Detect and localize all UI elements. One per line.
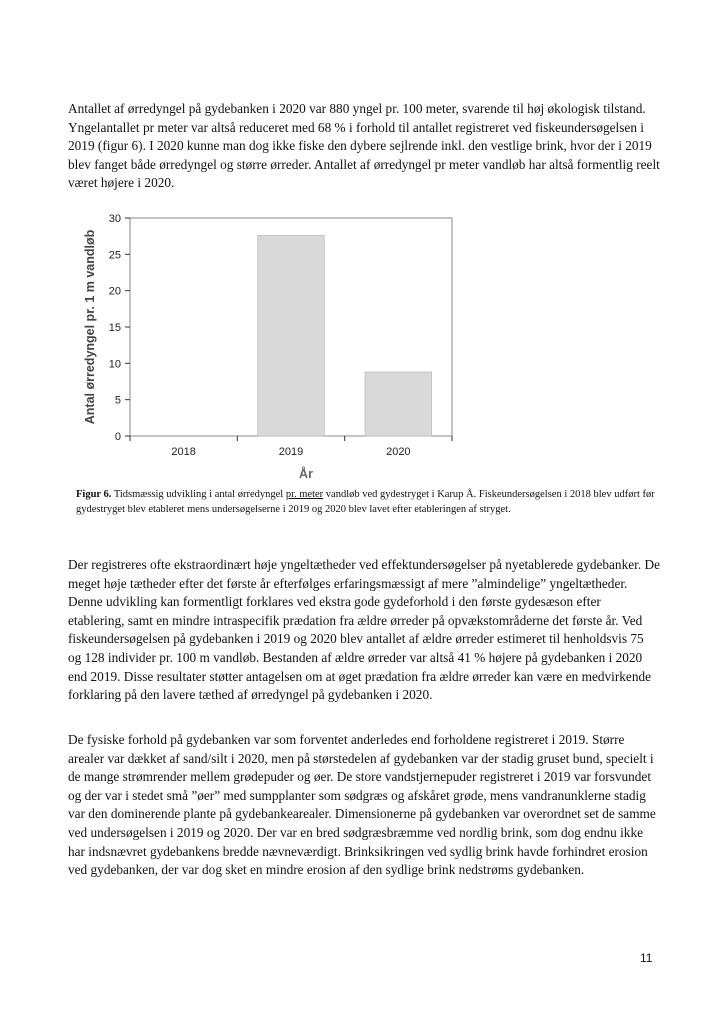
x-axis-ticks <box>130 436 452 458</box>
y-axis-label: Antal ørredyngel pr. 1 m vandløb <box>83 229 97 425</box>
figure-caption <box>76 488 656 517</box>
page-number: 11 <box>640 951 653 965</box>
y-tick-label: 15 <box>108 322 121 334</box>
y-tick-label: 30 <box>108 213 121 225</box>
caption-label: Figur 6. <box>76 489 112 500</box>
paragraph-discussion: Der registreres ofte ekstraordinært høje yngeltætheder ved effektundersøgelser på nyetablerede gydebanker. De meget høje tætheder efter det første år efterfølges erfaringsmæssigt af mere ”almindelige” yngeltætheder. Denne udvikling kan formentligt forklares ved ekstra gode gydeforhold i den første gydesæson efter etablering, samt en mindre intraspecifik prædation fra ældre ørreder på opvækstområderne det første år. Ved fiskeundersøgelsen på gydebanken i 2019 og 2020 blev antallet af ældre ørreder estimeret til henholdsvis 75 og 128 individer pr. 100 m vandløb. Bestanden af ældre ørreder var altså 41 % højere på gydebanken i 2020 end 2019. Disse resultater støtter antagelsen om at øget prædation fra ældre ørreder kan være en medvirkende forklaring på den lavere tæthed af ørredyngel på gydebanken i 2020. <box>68 557 660 703</box>
x-tick-label: 2020 <box>386 446 411 458</box>
caption-text-after: vandløb ved gydestryget i Karup Å. Fiskeundersøgelsen i 2018 blev udført før gydestryget blev etableret mens undersøgelserne i 2019 og 2020 blev lavet efter etableringen af stryget. <box>76 489 655 515</box>
bar-2020 <box>365 372 432 436</box>
paragraph-physical-conditions: De fysiske forhold på gydebanken var som forventet anderledes end forholdene registreret i 2019. Større arealer var dækket af sand/silt i 2020, men på størstedelen af gydebanken var der stadig gruset bund, specielt i de mange strømrender mellem grødepuder og øer. De store vandstjernepuder registreret i 2019 var forsvundet og der var i stedet små ”øer” med sumpplanter som sødgræs og afskåret grøde, mens vandranunklerne stadig var den dominerende plante på gydebankearealer. Dimensionerne på gydebanken var overordnet set de samme ved undersøgelsen i 2019 og 2020. Der var en bred sødgræsbræmme ved nordlig brink, som dog endnu ikke har indsnævret gydebankens bredde nævneværdigt. Brinksikringen ved sydlig brink havde forhindret erosion ved gydebanken, der var dog sket en mindre erosion af den sydlige brink nedstrøms gydebanken. <box>68 732 656 878</box>
caption-underlined-text: pr. meter <box>285 489 324 500</box>
bar-2019 <box>258 235 325 436</box>
paragraph-intro: Antallet af ørredyngel på gydebanken i 2020 var 880 yngel pr. 100 meter, svarende til høj økologisk tilstand. Yngelantallet pr meter var altså reduceret med 68 % i forhold til antallet registreret ved fiskeundersøgelsen i 2019 (figur 6). I 2020 kunne man dog ikke fiske den dybere sejlrende inkl. den vestlige brink, hvor der i 2019 blev fanget både ørredyngel og større ørreder. Antallet af ørredyngel pr meter vandløb har altså formentlig reelt været højere i 2020. <box>68 101 660 191</box>
x-axis-label: År <box>299 467 313 481</box>
y-tick-label: 0 <box>114 431 121 443</box>
y-tick-label: 5 <box>114 394 121 407</box>
x-tick-label: 2018 <box>171 446 196 458</box>
y-tick-label: 10 <box>108 358 121 371</box>
y-axis-ticks <box>109 213 130 443</box>
y-tick-label: 20 <box>108 285 121 298</box>
bar-chart <box>60 200 460 482</box>
x-tick-label: 2019 <box>278 446 304 458</box>
caption-text-before: Tidsmæssig udvikling i antal ørredyngel <box>111 489 286 500</box>
y-tick-label: 25 <box>108 249 121 262</box>
